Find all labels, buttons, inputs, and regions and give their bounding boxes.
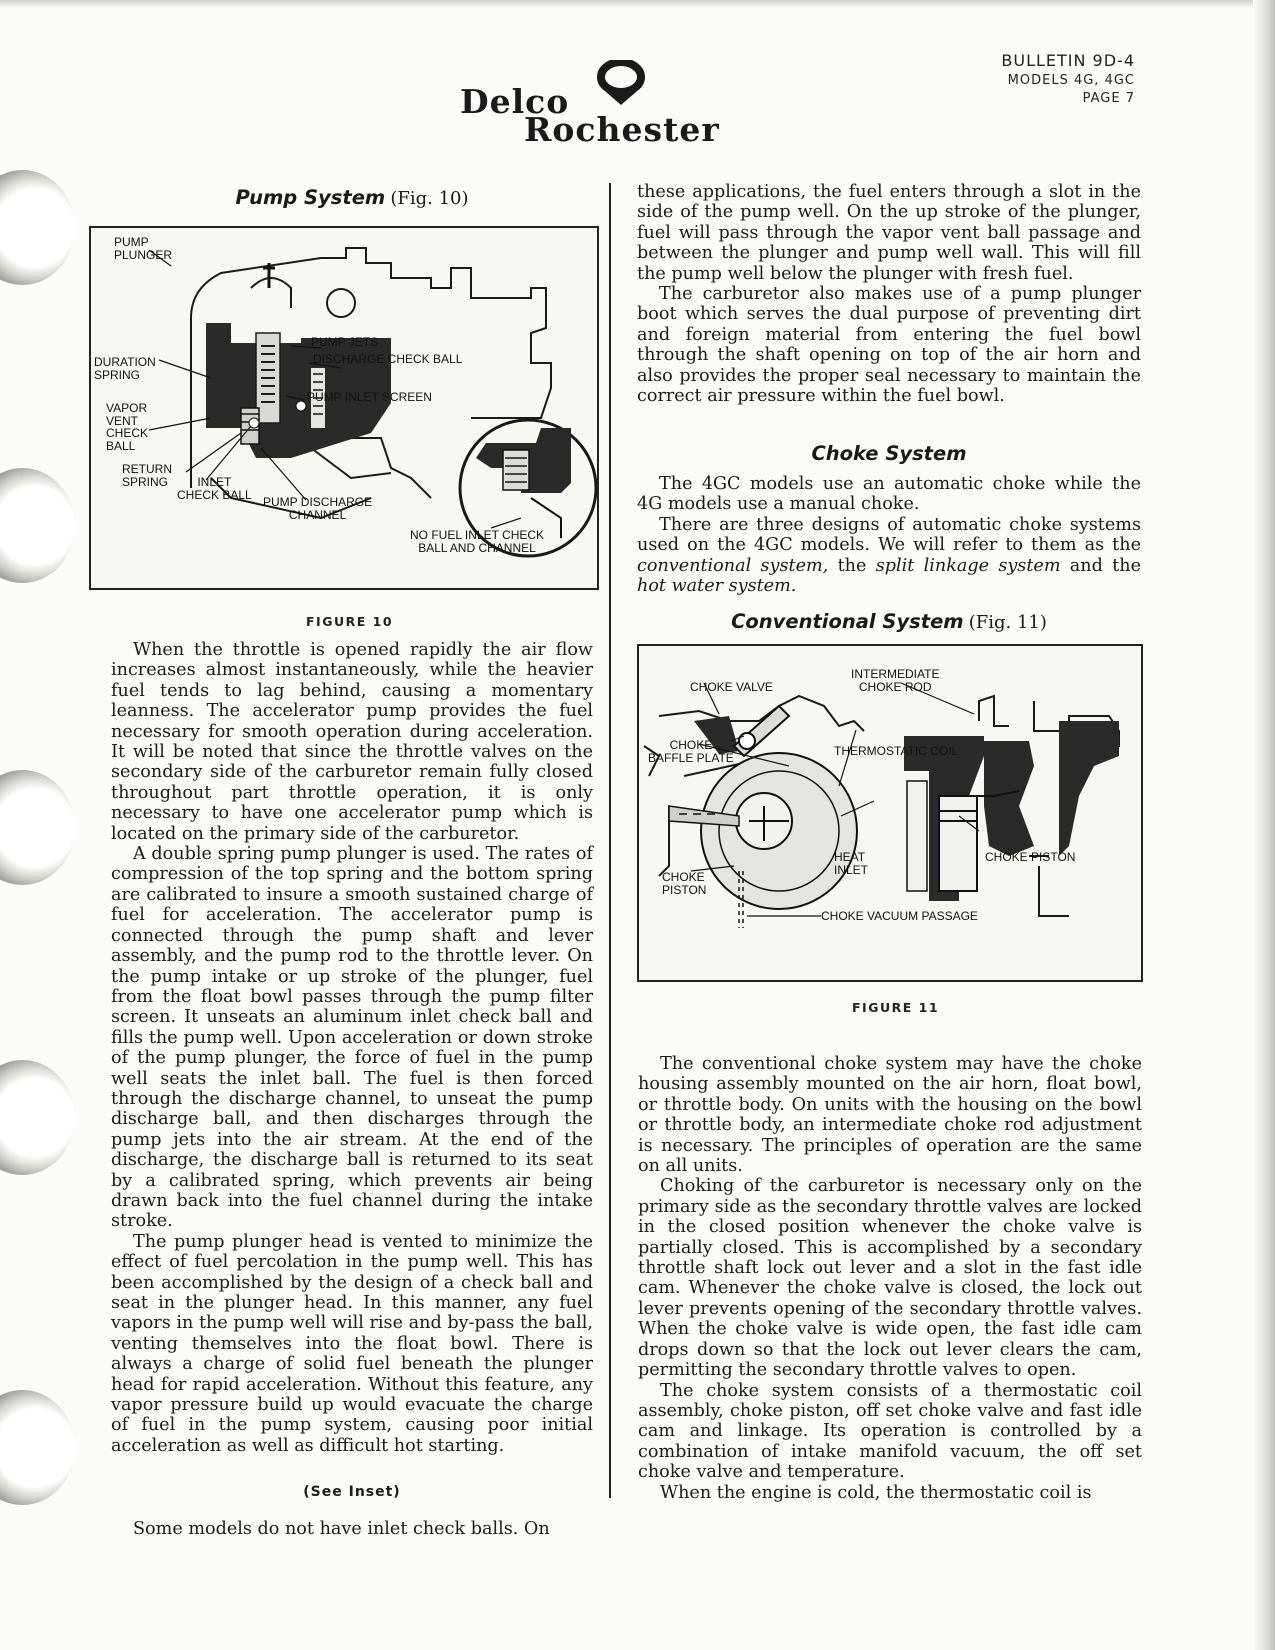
page-number: PAGE 7	[1082, 91, 1135, 106]
callout-pump-plunger: PUMP PLUNGER	[114, 235, 173, 262]
text-run: and the	[1060, 555, 1142, 576]
text-run: the	[828, 555, 876, 576]
pump-system-heading	[111, 186, 593, 209]
right-column-top-text	[637, 182, 1141, 406]
paragraph: The 4GC models use an automatic choke while the 4G models use a manual choke.	[637, 474, 1141, 515]
callout-vapor-vent-check-ball: VAPOR VENT CHECK BALL	[106, 401, 149, 453]
heading-title: Pump System	[235, 186, 386, 209]
italic-term: split linkage system	[875, 555, 1061, 576]
callout-no-fuel-inlet: NO FUEL INLET CHECK BALL AND CHANNEL	[410, 528, 545, 555]
bulletin-block	[1001, 51, 1135, 106]
callout-choke-baffle-plate: CHOKE BAFFLE PLATE	[648, 738, 734, 765]
left-column-last-line	[111, 1519, 593, 1539]
paragraph: Choking of the carburetor is necessary only on the primary side as the secondary throttle valves are locked in the closed position whenever the choke valve is partially closed. This is accomplished by a secondary throttle shaft lock out lever and a slot in the fast idle cam. Whenever the choke valve is closed, the lock out lever prevents opening of the secondary throttle valves. When the choke valve is wide open, the fast idle cam drops down so that the lock out lever clears the cam, permitting the secondary throttle valves to open.	[638, 1176, 1142, 1381]
callout-choke-piston-right: CHOKE PISTON	[985, 850, 1076, 864]
page-right-edge	[1253, 0, 1275, 1650]
logo-word-2: Rochester	[524, 110, 720, 149]
paragraph: these applications, the fuel enters through a slot in the side of the pump well. On the up stroke of the plunger, fuel will pass through the vapor vent ball passage and between the plunger and pump well wall. This will fill the pump well below the plunger with fresh fuel.	[637, 182, 1141, 284]
left-column-text	[111, 640, 593, 1456]
figure-10-diagram	[89, 226, 599, 590]
callout-pump-discharge-channel: PUMP DISCHARGE CHANNEL	[263, 495, 373, 522]
paragraph: The choke system consists of a thermostatic coil assembly, choke piston, off set choke valve and fast idle cam and linkage. Its operation is controlled by a combination of intake manifold vacuum, the off set choke valve and temperature.	[638, 1380, 1142, 1483]
figure-11-label: FIGURE 11	[852, 1000, 940, 1015]
figure-10-label: FIGURE 10	[306, 614, 394, 629]
paragraph	[637, 515, 1141, 597]
paragraph: The pump plunger head is vented to minimize the effect of fuel percolation in the pump well. This has been accomplished by the design of a check ball and seat in the plunger head. In this manner, any fuel vapors in the pump well will rise and by-pass the ball, venting themselves into the float bowl. There is always a charge of solid fuel beneath the plunger head for rapid acceleration. Without this feature, any vapor pressure build up would evacuate the charge of fuel in the pump system, causing poor initial acceleration as well as difficult hot starting.	[111, 1231, 593, 1456]
page-top-edge	[0, 0, 1275, 8]
callout-intermediate-choke-rod: INTERMEDIATE CHOKE ROD	[851, 667, 940, 694]
choke-system-text	[637, 474, 1141, 596]
paragraph: A double spring pump plunger is used. The rates of compression of the top spring and the bottom spring are calibrated to insure a smooth sustained charge of fuel for acceleration. The accelerator pump is connected through the pump shaft and lever assembly, and the pump rod to the throttle lever. On the pump intake or up stroke of the plunger, fuel from the float bowl passes through the pump filter screen. It unseats an aluminum inlet check ball and fills the pump well. Upon acceleration or down stroke of the pump plunger, the force of fuel in the pump well seats the inlet ball. The fuel is then forced through the discharge channel, to unseat the pump discharge ball, and then discharges through the pump jets into the air stream. At the end of the discharge, the discharge ball is returned to its seat by a calibrated spring, which prevents air being drawn back into the fuel channel during the intake stroke.	[111, 844, 593, 1232]
heading-title: Conventional System	[731, 610, 964, 633]
binder-hole	[0, 770, 75, 885]
callout-thermostatic-coil: THERMOSTATIC COIL	[834, 744, 959, 758]
paragraph: The carburetor also makes use of a pump plunger boot which serves the dual purpose of preventing dirt and foreign material from entering the fuel bowl through the shaft opening on top of the air horn and also provides the proper seal necessary to maintain the correct air pressure within the fuel bowl.	[637, 284, 1141, 407]
callout-choke-piston-left: CHOKE PISTON	[662, 870, 707, 897]
bulletin-models: MODELS 4G, 4GC	[1007, 73, 1135, 88]
callout-discharge-check-ball: DISCHARGE CHECK BALL	[313, 352, 463, 366]
callout-choke-vacuum-passage: CHOKE VACUUM PASSAGE	[821, 909, 978, 923]
callout-return-spring: RETURN SPRING	[122, 462, 172, 489]
text-run: There are three designs of automatic choke systems used on the 4GC models. We will refer to them as the	[637, 514, 1141, 556]
callout-inlet-check-ball: INLET CHECK BALL	[177, 475, 252, 502]
italic-term: hot water system.	[637, 576, 797, 597]
right-column-bottom-text	[638, 1054, 1142, 1503]
callout-choke-valve: CHOKE VALVE	[690, 680, 773, 694]
callout-heat-inlet: HEAT INLET	[834, 850, 869, 877]
delco-rochester-logo	[460, 60, 780, 149]
choke-system-illustration	[639, 646, 1141, 980]
paragraph: The conventional choke system may have the choke housing assembly mounted on the air horn, float bowl, or throttle body. On units with the housing on the bowl or throttle body, an intermediate choke rod adjustment is necessary. The principles of operation are the same on all units.	[638, 1054, 1142, 1177]
column-divider	[609, 183, 611, 1498]
binder-hole	[0, 170, 75, 285]
figure-11-diagram	[637, 644, 1143, 982]
bulletin-number: BULLETIN 9D-4	[1001, 51, 1135, 70]
see-inset-note: (See Inset)	[303, 1484, 401, 1500]
binder-hole	[0, 468, 75, 583]
logo-mark-icon	[596, 60, 646, 106]
italic-term: conventional system,	[637, 555, 829, 576]
paragraph: Some models do not have inlet check balls. On	[133, 1519, 550, 1539]
conventional-system-heading	[637, 610, 1141, 633]
logo-word-1: Delco	[460, 82, 570, 121]
callout-duration-spring: DURATION SPRING	[94, 355, 156, 382]
choke-system-heading	[637, 442, 1141, 465]
callout-pump-inlet-screen: PUMP INLET SCREEN	[307, 390, 432, 404]
paragraph: When the throttle is opened rapidly the air flow increases almost instantaneously, while the heavier fuel tends to lag behind, causing a momentary leanness. The accelerator pump provides the fuel necessary for smooth operation during acceleration. It will be noted that since the throttle valves on the secondary side of the carburetor remain fully closed throughout part throttle operation, it is only necessary to have one accelerator pump which is located on the primary side of the carburetor.	[111, 640, 593, 844]
binder-hole	[0, 1390, 75, 1505]
callout-pump-jets: PUMP JETS	[311, 335, 379, 349]
paragraph: When the engine is cold, the thermostatic coil is	[660, 1482, 1092, 1503]
binder-hole	[0, 1060, 75, 1175]
heading-figure-ref: (Fig. 10)	[390, 188, 469, 209]
heading-title: Choke System	[811, 442, 967, 465]
heading-figure-ref: (Fig. 11)	[968, 612, 1047, 633]
